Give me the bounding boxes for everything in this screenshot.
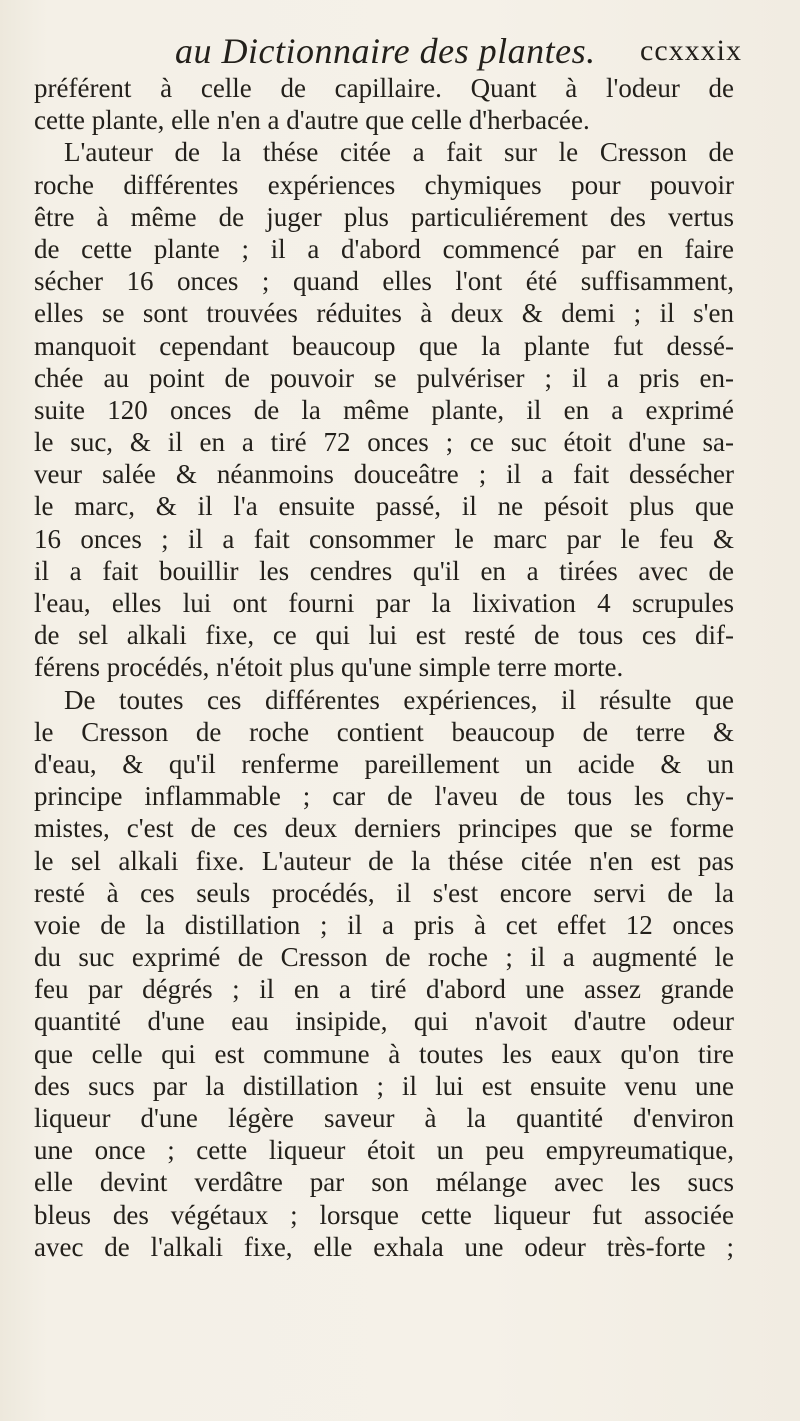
text-line: voie de la distillation ; il a pris à cet effet 12 onces [34, 909, 734, 940]
text-line: veur salée & néanmoins douceâtre ; il a fait dessécher [34, 459, 734, 490]
text-line: L'auteur de la thése citée a fait sur le Cresson de [64, 137, 734, 168]
text-line: des sucs par la distillation ; il lui est ensuite venu une [34, 1070, 734, 1101]
text-line: elle devint verdâtre par son mélange avec les sucs [34, 1167, 734, 1198]
text-line: que celle qui est commune à toutes les eaux qu'on tire [34, 1038, 734, 1069]
running-title: au Dictionnaire des plantes. [175, 31, 596, 71]
text-line: le marc, & il l'a ensuite passé, il ne pésoit plus que [34, 491, 734, 522]
text-line: bleus des végétaux ; lorsque cette liqueur fut associée [34, 1199, 734, 1230]
text-line: sécher 16 onces ; quand elles l'ont été suffisamment, [34, 266, 734, 297]
text-line: être à même de juger plus particuliérement des vertus [34, 201, 734, 232]
text-line: une once ; cette liqueur étoit un peu empyreumatique, [34, 1135, 734, 1166]
text-line: le suc, & il en a tiré 72 onces ; ce suc étoit d'une sa- [34, 427, 734, 458]
text-line: quantité d'une eau insipide, qui n'avoit d'autre odeur [34, 1006, 734, 1037]
text-line: feu par dégrés ; il en a tiré d'abord une assez grande [34, 974, 734, 1005]
text-line: férens procédés, n'étoit plus qu'une simple terre morte. [34, 652, 624, 683]
text-line: elles se sont trouvées réduites à deux & demi ; il s'en [34, 298, 734, 329]
text-line: de cette plante ; il a d'abord commencé par en faire [34, 233, 734, 264]
text-line: l'eau, elles lui ont fourni par la lixivation 4 scrupules [34, 588, 734, 618]
text-line: d'eau, & qu'il renferme pareillement un acide & un [34, 748, 734, 779]
page-number: ccxxxix [640, 34, 742, 67]
text-line: 16 onces ; il a fait consommer le marc par le feu & [34, 523, 734, 554]
text-line: roche différentes expériences chymiques pour pouvoir [34, 169, 734, 200]
text-line: il a fait bouillir les cendres qu'il en a tirées avec de [34, 555, 734, 586]
body-text [34, 72, 734, 1263]
text-line: mistes, c'est de ces deux derniers principes que se forme [34, 813, 734, 844]
text-line: De toutes ces différentes expériences, il résulte que [64, 684, 734, 715]
text-line: le sel alkali fixe. L'auteur de la thése citée n'en est pas [34, 845, 734, 876]
text-line: resté à ces seuls procédés, il s'est encore servi de la [34, 877, 734, 908]
text-line: manquoit cependant beaucoup que la plante fut dessé- [34, 330, 734, 361]
text-line: cette plante, elle n'en a d'autre que celle d'herbacée. [34, 105, 590, 136]
text-line: préférent à celle de capillaire. Quant à l'odeur de [34, 73, 734, 103]
text-line: avec de l'alkali fixe, elle exhala une odeur très-forte ; [34, 1231, 734, 1262]
text-line: chée au point de pouvoir se pulvériser ; il a pris en- [34, 362, 734, 393]
text-line: du suc exprimé de Cresson de roche ; il a augmenté le [34, 942, 734, 973]
text-line: de sel alkali fixe, ce qui lui est resté de tous ces dif- [34, 620, 734, 651]
text-line: le Cresson de roche contient beaucoup de terre & [34, 716, 734, 747]
text-line: liqueur d'une légère saveur à la quantité d'environ [34, 1103, 734, 1133]
text-line: suite 120 onces de la même plante, il en a exprimé [34, 394, 734, 425]
text-line: principe inflammable ; car de l'aveu de tous les chy- [34, 781, 734, 812]
